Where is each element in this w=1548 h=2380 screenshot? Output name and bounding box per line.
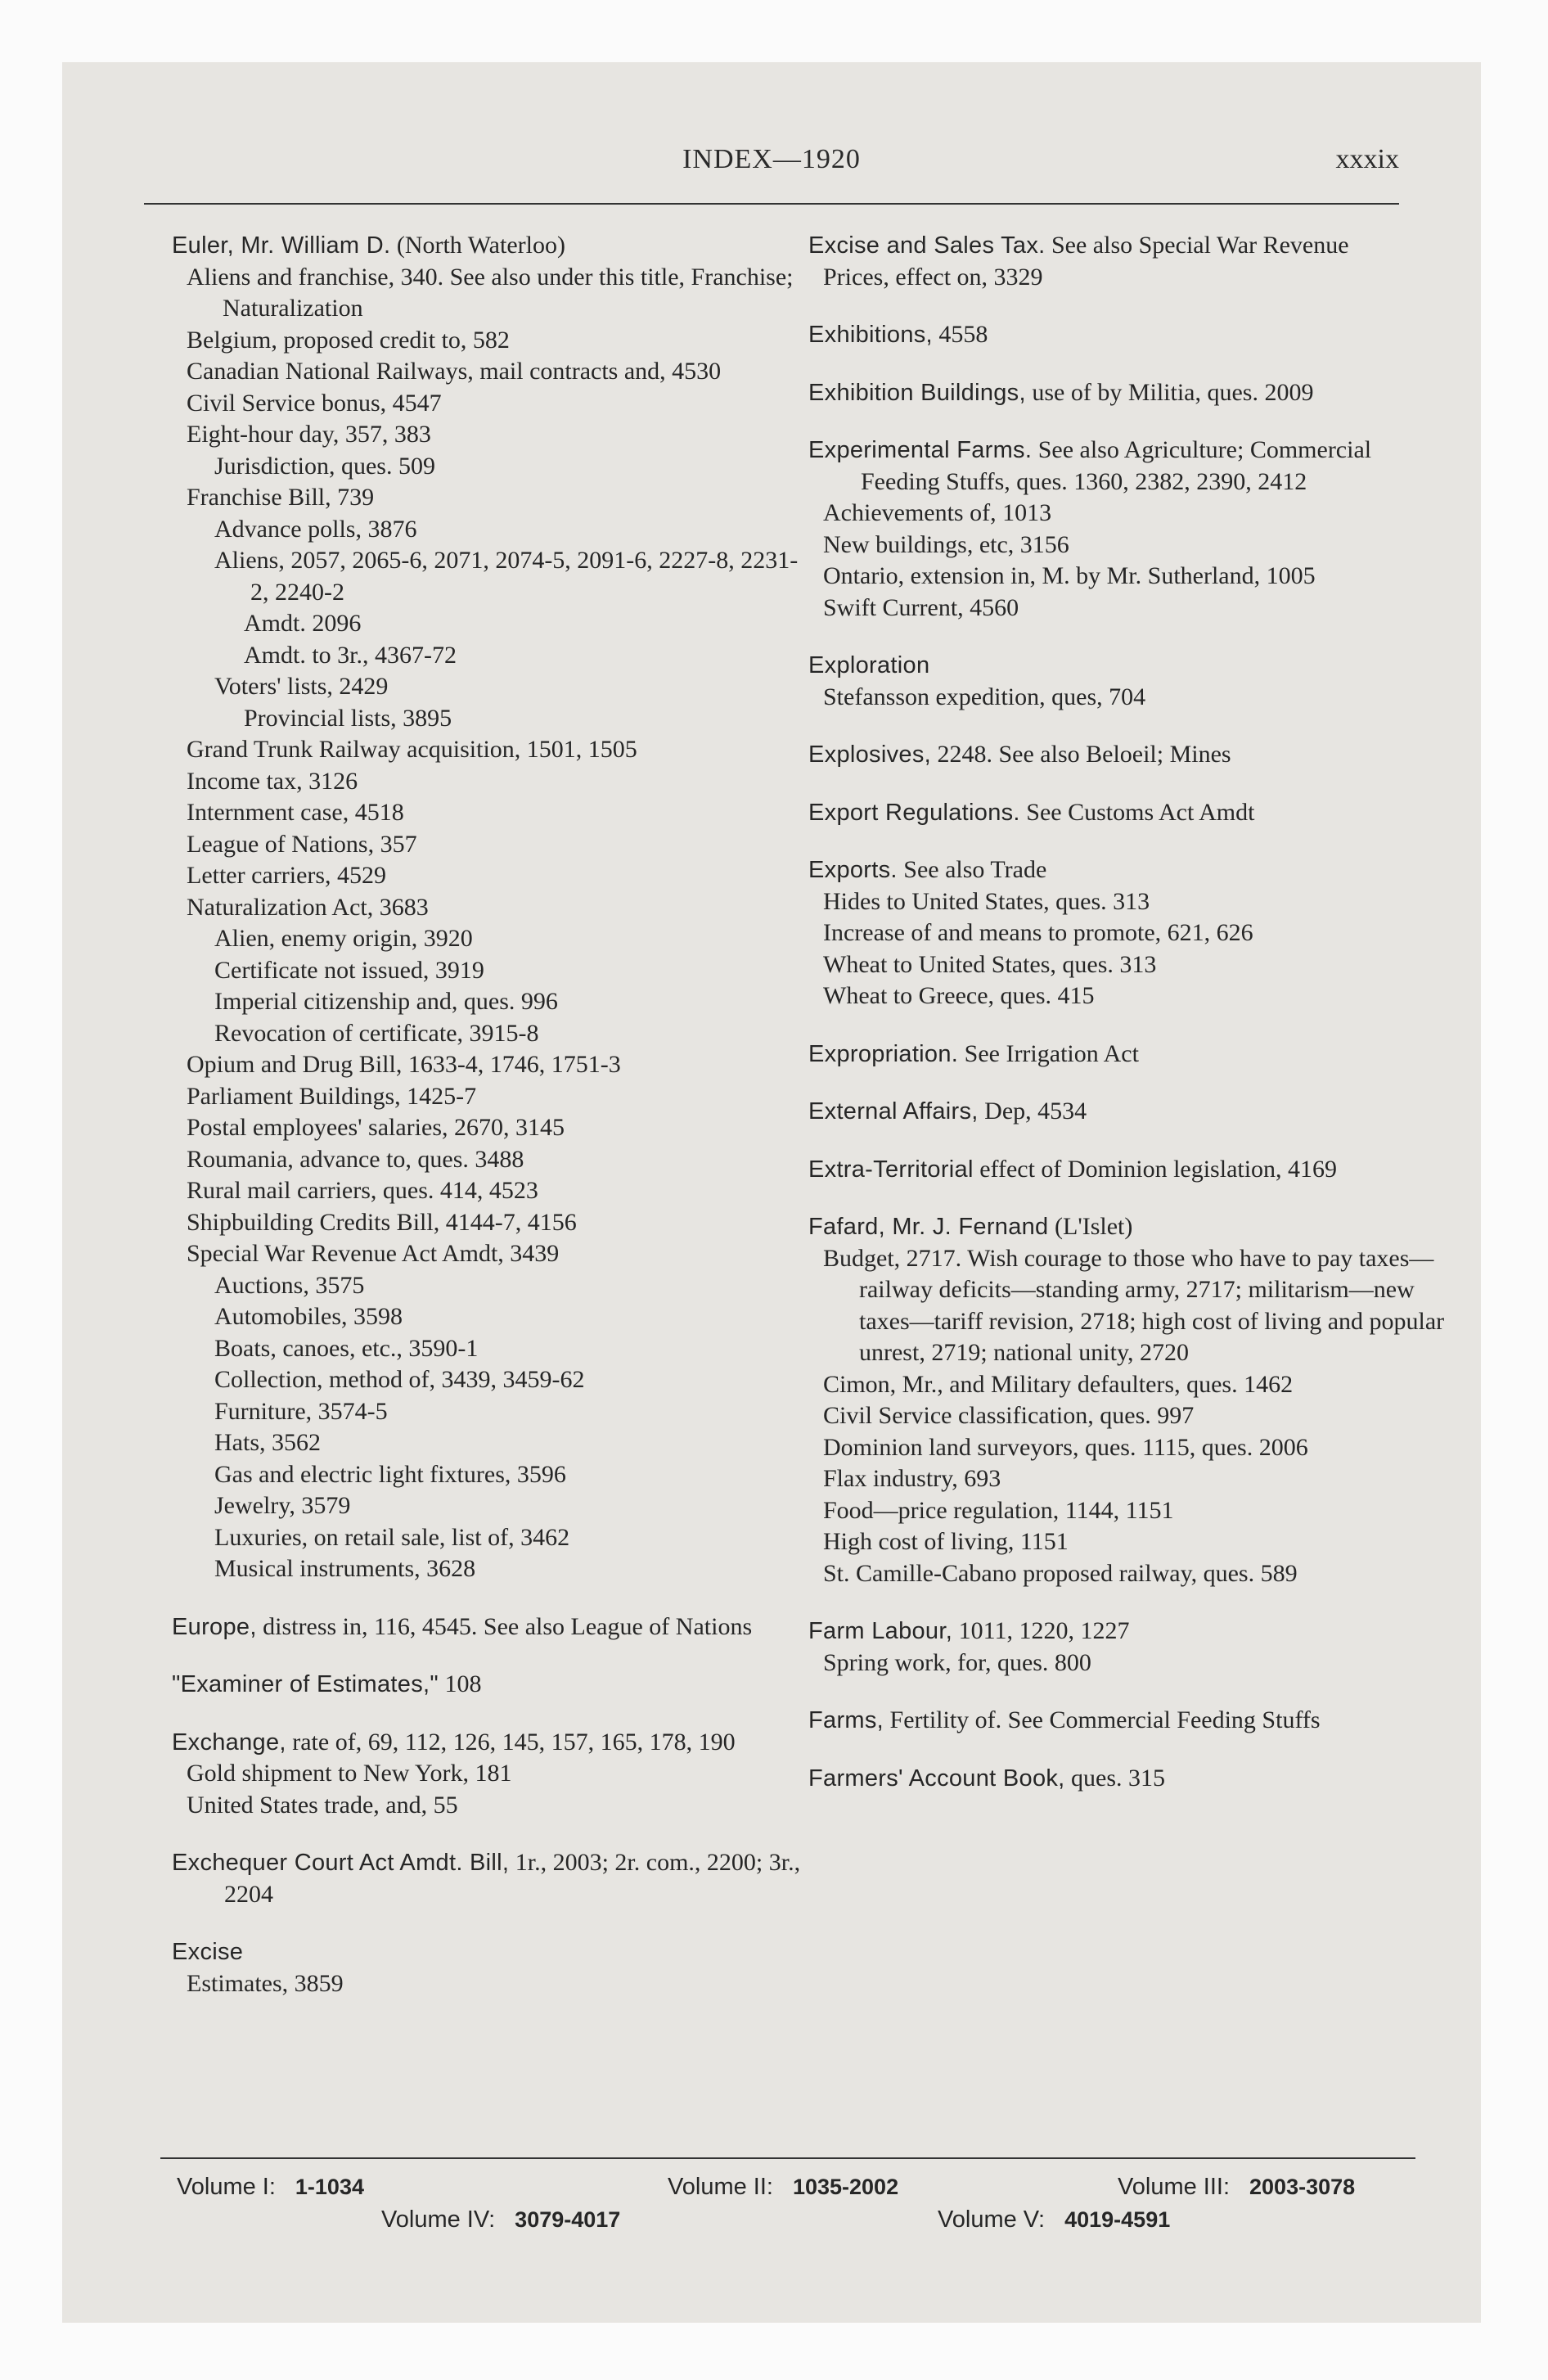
entry-heading-line <box>808 1154 1455 1186</box>
index-entry <box>808 230 1455 293</box>
entry-heading-line <box>808 319 1455 351</box>
entry-heading: Europe, <box>172 1613 257 1640</box>
entry-heading-text: See also Agriculture; Commercial Feeding Stuffs, ques. 1360, 2382, 2390, 2412 <box>861 436 1372 495</box>
entry-subline: Aliens, 2057, 2065-6, 2071, 2074-5, 2091-6, 2227-8, 2231-2, 2240-2 <box>214 547 799 606</box>
entry-subline: Stefansson expedition, ques, 704 <box>823 683 1146 710</box>
volume-2-label: Volume II: <box>668 2174 773 2200</box>
entry-heading-text: 108 <box>438 1670 482 1697</box>
index-entry <box>808 1211 1455 1589</box>
right-column <box>808 230 1455 1820</box>
volume-5-range: 4019-4591 <box>1064 2207 1171 2232</box>
index-entry <box>808 1154 1455 1186</box>
entry-heading-line <box>172 1727 802 1759</box>
footer-rule <box>160 2157 1415 2159</box>
entry-heading-line <box>808 1039 1455 1071</box>
entry-heading-line <box>808 377 1455 409</box>
entry-heading-text: See also Trade <box>897 856 1047 883</box>
entry-subline: Estimates, 3859 <box>187 1969 344 1997</box>
entry-subline: Ontario, extension in, M. by Mr. Sutherland, 1005 <box>823 562 1316 589</box>
entry-heading-text: 4558 <box>932 321 988 348</box>
index-entry <box>808 319 1455 351</box>
entry-heading: Excise <box>172 1939 244 1965</box>
index-entry <box>808 650 1455 713</box>
index-entry <box>172 1611 802 1643</box>
entry-subline: Belgium, proposed credit to, 582 <box>187 326 510 354</box>
entry-subline: Income tax, 3126 <box>187 767 358 795</box>
index-entry <box>808 377 1455 409</box>
entry-subline: Internment case, 4518 <box>187 799 404 826</box>
entry-heading: Exports. <box>808 857 898 883</box>
volume-5-label: Volume V: <box>938 2206 1046 2233</box>
entry-subline: Luxuries, on retail sale, list of, 3462 <box>214 1523 570 1551</box>
entry-subline: Grand Trunk Railway acquisition, 1501, 1505 <box>187 736 637 763</box>
entry-subline: Jurisdiction, ques. 509 <box>214 452 435 480</box>
entry-subline: Civil Service classification, ques. 997 <box>823 1402 1195 1429</box>
entry-subline: Imperial citizenship and, ques. 996 <box>214 988 558 1015</box>
index-entry <box>172 230 802 1585</box>
entry-subline: Special War Revenue Act Amdt, 3439 <box>187 1240 560 1267</box>
entry-subline: Food—price regulation, 1144, 1151 <box>823 1496 1174 1524</box>
entry-subline: Roumania, advance to, ques. 3488 <box>187 1145 524 1173</box>
entry-heading: Expropriation. <box>808 1040 959 1067</box>
entry-heading: Exhibition Buildings, <box>808 379 1026 406</box>
entry-subline: Postal employees' salaries, 2670, 3145 <box>187 1114 565 1141</box>
left-column <box>172 230 802 2026</box>
entry-heading-line <box>808 435 1455 498</box>
index-entry <box>808 1763 1455 1795</box>
entry-heading-text: 1r., 2003; 2r. com., 2200; 3r., 2204 <box>224 1849 801 1908</box>
entry-heading: Exchange, <box>172 1729 286 1756</box>
index-entry <box>172 1669 802 1701</box>
entry-subline: Franchise Bill, 739 <box>187 484 375 511</box>
volume-1-label: Volume I: <box>177 2174 276 2200</box>
entry-heading: "Examiner of Estimates," <box>172 1671 439 1697</box>
entry-heading-text: See also Special War Revenue <box>1045 232 1349 259</box>
entry-heading: Excise and Sales Tax. <box>808 232 1046 259</box>
entry-subline: Naturalization Act, 3683 <box>187 893 429 921</box>
entry-heading: Explosives, <box>808 741 931 768</box>
index-entry <box>172 1727 802 1822</box>
entry-heading-text: Fertility of. See Commercial Feeding Stuffs <box>884 1706 1321 1733</box>
volume-2 <box>668 2174 898 2201</box>
entry-heading-text: ques. 315 <box>1064 1764 1166 1792</box>
entry-heading-text: distress in, 116, 4545. See also League of Nations <box>256 1612 753 1640</box>
entry-subline: Canadian National Railways, mail contracts and, 4530 <box>187 358 722 385</box>
entry-subline: Swift Current, 4560 <box>823 593 1019 621</box>
entry-heading-line <box>808 230 1455 262</box>
entry-subline: Auctions, 3575 <box>214 1271 365 1299</box>
entry-subline: Cimon, Mr., and Military defaulters, ques. 1462 <box>823 1370 1294 1398</box>
entry-heading-line <box>808 739 1455 771</box>
entry-heading-line <box>808 854 1455 886</box>
entry-heading: Export Regulations. <box>808 799 1020 826</box>
entry-heading: Fafard, Mr. J. Fernand <box>808 1214 1049 1240</box>
index-entry <box>808 739 1455 771</box>
entry-subline: Opium and Drug Bill, 1633-4, 1746, 1751-3 <box>187 1051 621 1078</box>
index-entry <box>808 1039 1455 1071</box>
index-entry <box>808 854 1455 1012</box>
entry-heading-line <box>808 1616 1455 1648</box>
entry-subline: Hats, 3562 <box>214 1429 321 1456</box>
entry-subline: Civil Service bonus, 4547 <box>187 389 442 417</box>
entry-subline: Letter carriers, 4529 <box>187 862 387 889</box>
entry-subline: Amdt. 2096 <box>244 610 362 637</box>
volume-3-range: 2003-3078 <box>1249 2175 1356 2199</box>
entry-subline: Dominion land surveyors, ques. 1115, ques. 2006 <box>823 1433 1308 1461</box>
entry-subline: Boats, canoes, etc., 3590-1 <box>214 1334 479 1362</box>
entry-subline: Certificate not issued, 3919 <box>214 956 484 984</box>
volume-1 <box>177 2174 364 2201</box>
entry-subline: Wheat to Greece, ques. 415 <box>823 982 1095 1009</box>
entry-heading-line <box>172 1611 802 1643</box>
entry-heading-text: 1011, 1220, 1227 <box>952 1617 1130 1644</box>
entry-subline: Advance polls, 3876 <box>214 515 417 543</box>
entry-heading-line <box>808 1763 1455 1795</box>
entry-heading-line <box>172 1847 802 1910</box>
entry-heading: Euler, Mr. William D. <box>172 232 391 259</box>
index-entry <box>808 1616 1455 1679</box>
entry-subline: United States trade, and, 55 <box>187 1791 458 1819</box>
entry-subline: Revocation of certificate, 3915-8 <box>214 1019 539 1047</box>
volume-4-label: Volume IV: <box>381 2206 496 2233</box>
entry-heading-line <box>172 1936 802 1968</box>
entry-heading-line <box>808 797 1455 829</box>
entry-subline: Increase of and means to promote, 621, 626 <box>823 919 1253 946</box>
entry-subline: New buildings, etc, 3156 <box>823 530 1069 558</box>
volume-5 <box>938 2206 1170 2234</box>
entry-subline: Achievements of, 1013 <box>823 499 1052 526</box>
entry-heading-line <box>808 650 1455 682</box>
entry-heading-text: rate of, 69, 112, 126, 145, 157, 165, 178, 190 <box>286 1728 736 1756</box>
entry-subline: Alien, enemy origin, 3920 <box>214 925 473 952</box>
entry-subline: High cost of living, 1151 <box>823 1528 1069 1555</box>
index-title: INDEX—1920 <box>682 144 861 174</box>
entry-subline: Musical instruments, 3628 <box>214 1555 476 1582</box>
entry-subline: Furniture, 3574-5 <box>214 1397 388 1425</box>
entry-subline: Spring work, for, ques. 800 <box>823 1648 1091 1676</box>
entry-heading: Farms, <box>808 1707 884 1733</box>
entry-subline: Voters' lists, 2429 <box>214 673 389 700</box>
entry-heading-line <box>808 1096 1455 1128</box>
entry-heading-line <box>172 230 802 262</box>
entry-heading-line <box>808 1211 1455 1243</box>
entry-subline: Amdt. to 3r., 4367-72 <box>244 641 457 669</box>
page-number: xxxix <box>1335 144 1399 174</box>
index-entry <box>808 1096 1455 1128</box>
entry-heading-text: Dep, 4534 <box>978 1098 1087 1125</box>
entry-heading: Exhibitions, <box>808 322 933 348</box>
entry-heading-text: See Customs Act Amdt <box>1019 798 1255 826</box>
scanned-page <box>62 62 1481 2323</box>
entry-heading: Exchequer Court Act Amdt. Bill, <box>172 1850 510 1876</box>
entry-heading: Farmers' Account Book, <box>808 1765 1065 1792</box>
entry-heading: Extra-Territorial <box>808 1156 974 1183</box>
entry-heading: Experimental Farms. <box>808 437 1033 463</box>
entry-subline: League of Nations, 357 <box>187 830 417 858</box>
volume-2-range: 1035-2002 <box>792 2175 899 2199</box>
index-entry <box>808 1705 1455 1737</box>
index-entry <box>808 797 1455 829</box>
entry-heading-text: effect of Dominion legislation, 4169 <box>973 1155 1338 1183</box>
volume-4-range: 3079-4017 <box>515 2207 621 2232</box>
entry-subline: Wheat to United States, ques. 313 <box>823 950 1157 978</box>
volume-3-label: Volume III: <box>1118 2174 1231 2200</box>
entry-heading: Farm Labour, <box>808 1618 953 1644</box>
entry-heading-text: (North Waterloo) <box>390 232 565 259</box>
entry-subline: Prices, effect on, 3329 <box>823 263 1043 291</box>
entry-subline: Provincial lists, 3895 <box>244 704 452 732</box>
index-entry <box>808 435 1455 624</box>
volume-3 <box>1118 2174 1355 2201</box>
entry-heading-text: See Irrigation Act <box>958 1039 1139 1067</box>
entry-subline: Collection, method of, 3439, 3459-62 <box>214 1366 585 1393</box>
entry-subline: Gold shipment to New York, 181 <box>187 1760 512 1787</box>
entry-heading-text: (L'Islet) <box>1048 1213 1133 1240</box>
entry-subline: Automobiles, 3598 <box>214 1303 403 1330</box>
entry-subline: Aliens and franchise, 340. See also under this title, Franchise; Naturalization <box>187 263 794 322</box>
index-entry <box>172 1847 802 1910</box>
volume-1-range: 1-1034 <box>295 2175 364 2199</box>
header-rule <box>144 203 1399 205</box>
entry-subline: Rural mail carriers, ques. 414, 4523 <box>187 1177 538 1204</box>
entry-heading-line <box>172 1669 802 1701</box>
entry-heading: External Affairs, <box>808 1098 979 1125</box>
entry-subline: St. Camille-Cabano proposed railway, ques. 589 <box>823 1559 1298 1587</box>
entry-subline: Jewelry, 3579 <box>214 1492 351 1519</box>
entry-subline: Eight-hour day, 357, 383 <box>187 421 431 448</box>
entry-subline: Hides to United States, ques. 313 <box>823 887 1150 915</box>
volume-footer <box>177 2174 1486 2247</box>
entry-subline: Parliament Buildings, 1425-7 <box>187 1082 477 1110</box>
page-header <box>62 144 1481 193</box>
entry-subline: Flax industry, 693 <box>823 1465 1001 1492</box>
index-entry <box>172 1936 802 1999</box>
volume-4 <box>381 2206 620 2234</box>
entry-heading-text: use of by Militia, ques. 2009 <box>1025 378 1314 406</box>
entry-heading-text: 2248. See also Beloeil; Mines <box>930 741 1231 768</box>
entry-subline: Gas and electric light fixtures, 3596 <box>214 1460 566 1488</box>
entry-heading-line <box>808 1705 1455 1737</box>
entry-subline: Shipbuilding Credits Bill, 4144-7, 4156 <box>187 1208 577 1236</box>
entry-subline: Budget, 2717. Wish courage to those who have to pay taxes—railway deficits—standing army, 2717; militarism—new taxes—tariff revision, 2718; high cost of living and popular unrest, 2719; national unity, 2720 <box>823 1244 1445 1366</box>
entry-heading: Exploration <box>808 652 930 678</box>
